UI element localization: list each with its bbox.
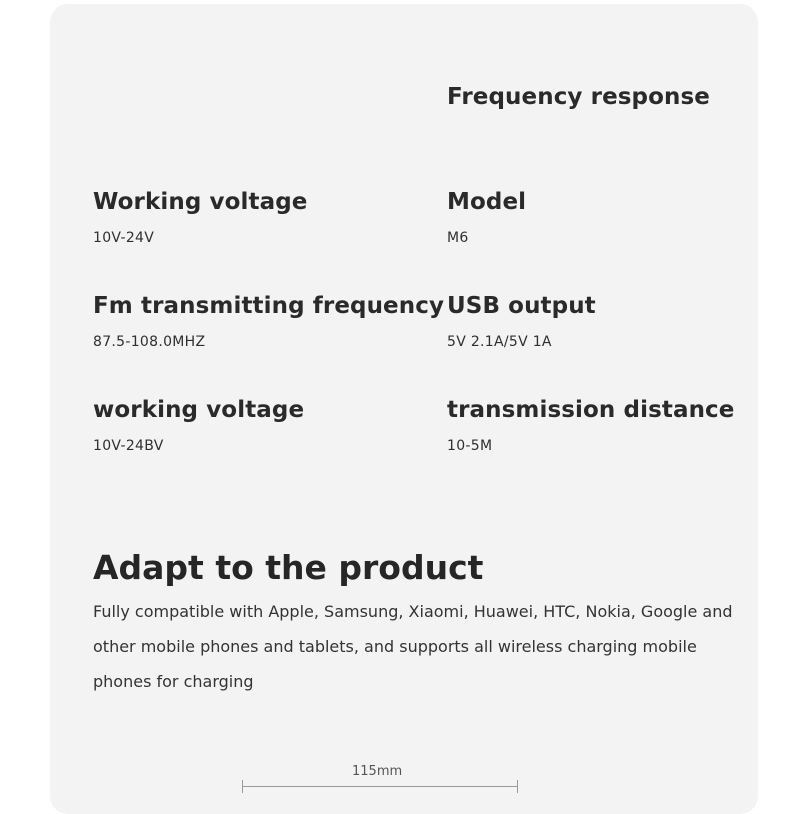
dimension-label: 115mm xyxy=(352,764,403,779)
spec-title-frequency-response: Frequency response xyxy=(447,84,710,110)
spec-title-model: Model xyxy=(447,189,527,215)
spec-value-usb-output: 5V 2.1A/5V 1A xyxy=(447,334,552,350)
spec-value-working-voltage-2: 10V-24BV xyxy=(93,438,164,454)
adapt-line-2: other mobile phones and tablets, and supports all wireless charging mobile xyxy=(93,637,697,656)
spec-title-fm-frequency: Fm transmitting frequency xyxy=(93,293,445,319)
spec-value-model: M6 xyxy=(447,230,469,246)
adapt-line-3: phones for charging xyxy=(93,672,254,691)
dimension-tick-right xyxy=(517,780,518,793)
adapt-heading: Adapt to the product xyxy=(93,548,484,587)
spec-title-transmission-distance: transmission distance xyxy=(447,397,735,423)
spec-value-transmission-distance: 10-5M xyxy=(447,438,493,454)
dimension-line xyxy=(242,786,518,787)
spec-title-working-voltage: Working voltage xyxy=(93,189,308,215)
spec-title-usb-output: USB output xyxy=(447,293,596,319)
spec-value-working-voltage: 10V-24V xyxy=(93,230,155,246)
spec-title-working-voltage-2: working voltage xyxy=(93,397,305,423)
spec-value-fm-frequency: 87.5-108.0MHZ xyxy=(93,334,206,350)
dimension-tick-left xyxy=(242,780,243,793)
adapt-line-1: Fully compatible with Apple, Samsung, Xiaomi, Huawei, HTC, Nokia, Google and xyxy=(93,602,733,621)
